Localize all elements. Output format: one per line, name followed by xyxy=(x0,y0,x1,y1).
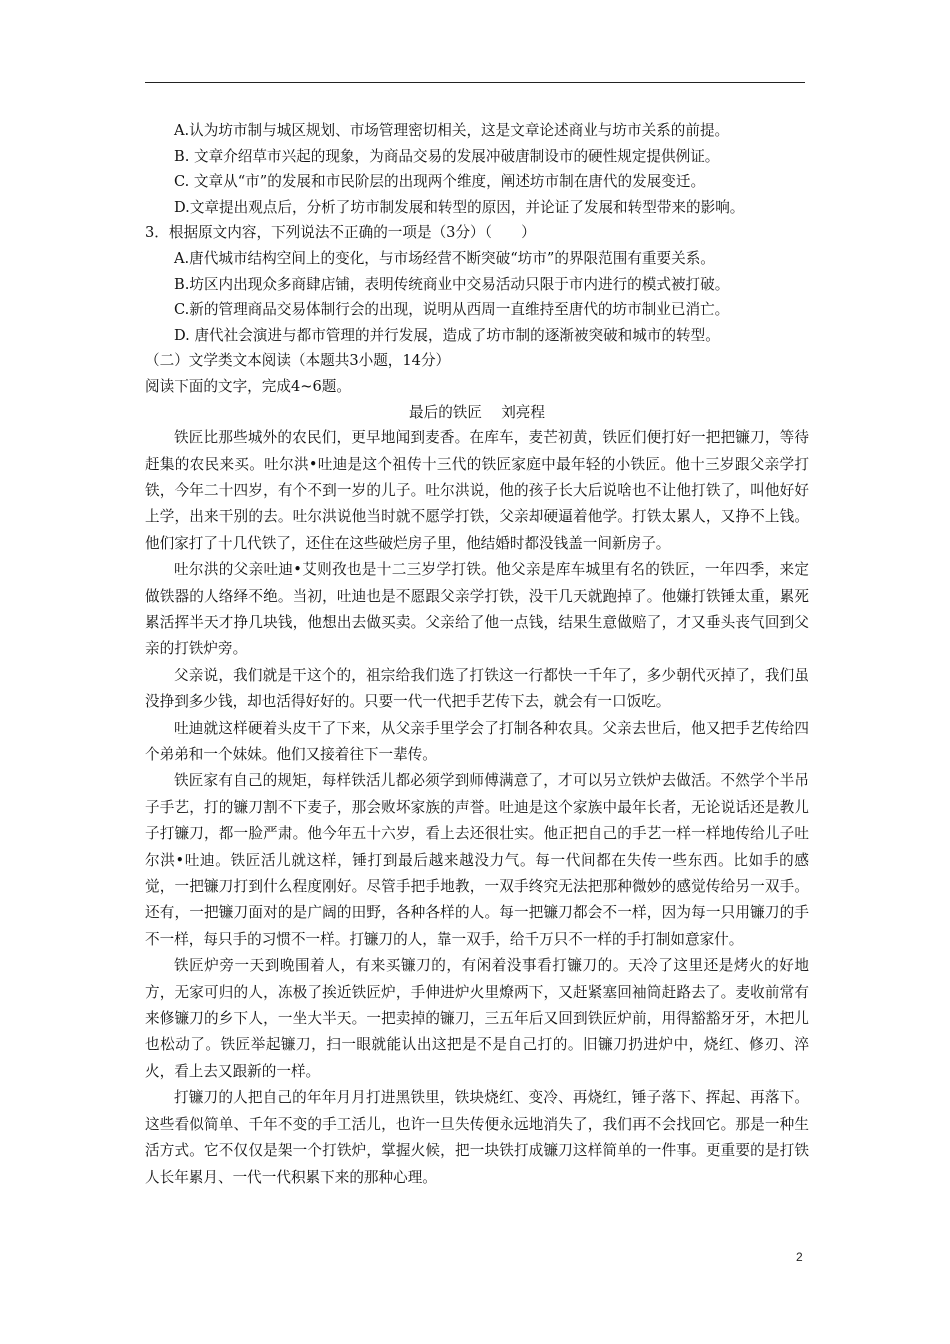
story-paragraph-7: 打镰刀的人把自己的年年月月打进黑铁里，铁块烧红、变冷、再烧红，锤子落下、挥起、再落下。这些看似简单、千年不变的手工活儿，也许一旦失传便永远地消失了，我们再不会找回它。那是一种生活方式。它不仅仅是架一个打铁炉，掌握火候，把一块铁打成镰刀这样简单的一件事。更重要的是打铁人长年累月、一代一代积累下来的那种心理。 xyxy=(145,1089,809,1186)
page-content xyxy=(145,118,809,1191)
q3-option-d: D. 唐代社会演进与都市管理的并行发展，造成了坊市制的逐渐被突破和城市的转型。 xyxy=(174,326,720,344)
q2-option-d: D.文章提出观点后，分析了坊市制发展和转型的原因，并论证了发展和转型带来的影响。 xyxy=(174,198,745,216)
story-paragraph-3: 父亲说，我们就是干这个的，祖宗给我们选了打铁这一行都快一千年了，多少朝代灭掉了，我们虽没挣到多少钱，却也活得好好的。只要一代一代把手艺传下去，就会有一口饭吃。 xyxy=(145,666,809,711)
story-paragraph-1: 铁匠比那些城外的农民们，更早地闻到麦香。在库车，麦芒初黄，铁匠们便打好一把把镰刀，等待赶集的农民来买。吐尔洪•吐迪是这个祖传十三代的铁匠家庭中最年轻的小铁匠。他十三岁跟父亲学打铁，今年二十四岁，有个不到一岁的儿子。吐尔洪说，他的孩子长大后说啥也不让他打铁了，叫他好好上学，出来干别的去。吐尔洪说他当时就不愿学打铁，父亲却硬逼着他学。打铁太累人，又挣不上钱。他们家打了十几代铁了，还住在这些破烂房子里，他结婚时都没钱盖一间新房子。 xyxy=(145,429,809,552)
story-paragraph-6: 铁匠炉旁一天到晚围着人，有来买镰刀的，有闲着没事看打镰刀的。天冷了这里还是烤火的好地方，无家可归的人，冻极了挨近铁匠炉，手伸进炉火里燎两下，又赶紧塞回袖筒赶路去了。麦收前常有来修镰刀的乡下人，一坐大半天。一把卖掉的镰刀，三五年后又回到铁匠炉前，用得豁豁牙牙，木把儿也松动了。铁匠举起镰刀，扫一眼就能认出这把是不是自己打的。旧镰刀扔进炉中，烧红、修刃、淬火，看上去又跟新的一样。 xyxy=(145,957,809,1080)
story-title: 最后的铁匠 刘亮程 xyxy=(409,403,545,421)
q3-option-b: B.坊区内出现众多商肆店铺，表明传统商业中交易活动只限于市内进行的模式被打破。 xyxy=(174,275,730,293)
header-rule xyxy=(145,82,805,83)
q3-option-a: A.唐代城市结构空间上的变化，与市场经营不断突破“坊市”的界限范围有重要关系。 xyxy=(174,249,715,267)
story-paragraph-4: 吐迪就这样硬着头皮干了下来，从父亲手里学会了打制各种农具。父亲去世后，他又把手艺传给四个弟弟和一个妹妹。他们又接着往下一辈传。 xyxy=(145,719,809,763)
section-heading: （二）文学类文本阅读（本题共3小题，14分） xyxy=(145,352,451,370)
q2-option-a: A.认为坊市制与城区规划、市场管理密切相关，这是文章论述商业与坊市关系的前提。 xyxy=(174,122,730,139)
story-paragraph-5: 铁匠家有自己的规矩，每样铁活儿都必须学到师傅满意了，才可以另立铁炉去做活。不然学个半吊子手艺，打的镰刀割不下麦子，那会败坏家族的声誉。吐迪是这个家族中最年长者，无论说话还是教儿子打镰刀，都一脸严肃。他今年五十六岁，看上去还很壮实。他正把自己的手艺一样一样地传给儿子吐尔洪•吐迪。铁匠活儿就这样，锤打到最后越来越没力气。每一代间都在失传一些东西。比如手的感觉，一把镰刀打到什么程度刚好。尽管手把手地教，一双手终究无法把那种微妙的感觉传给另一双手。还有，一把镰刀面对的是广阔的田野，各种各样的人。每一把镰刀都会不一样，因为每一只用镰刀的手不一样，每只手的习惯不一样。打镰刀的人，靠一双手，给千万只不一样的手打制如意家什。 xyxy=(145,772,809,948)
instruction: 阅读下面的文字，完成4~6题。 xyxy=(145,377,351,395)
q3-option-c: C.新的管理商品交易体制行会的出现，说明从西周一直维持至唐代的坊市制业已消亡。 xyxy=(174,301,730,319)
q2-option-b: B. 文章介绍草市兴起的现象，为商品交易的发展冲破唐制设市的硬性规定提供例证。 xyxy=(174,147,720,165)
page-number: 2 xyxy=(796,1250,803,1264)
q2-option-c: C. 文章从“市”的发展和市民阶层的出现两个维度，阐述坊市制在唐代的发展变迁。 xyxy=(174,173,706,191)
story-paragraph-2: 吐尔洪的父亲吐迪•艾则孜也是十二三岁学打铁。他父亲是库车城里有名的铁匠，一年四季，来定做铁器的人络绎不绝。当初，吐迪也是不愿跟父亲学打铁，没干几天就跑掉了。他嫌打铁锤太重，累死累活挥半天才挣几块钱，他想出去做买卖。父亲给了他一点钱，结果生意做赔了，才又垂头丧气回到父亲的打铁炉旁。 xyxy=(145,561,809,658)
q3-stem: 3．根据原文内容，下列说法不正确的一项是（3分）（ ） xyxy=(145,224,536,242)
